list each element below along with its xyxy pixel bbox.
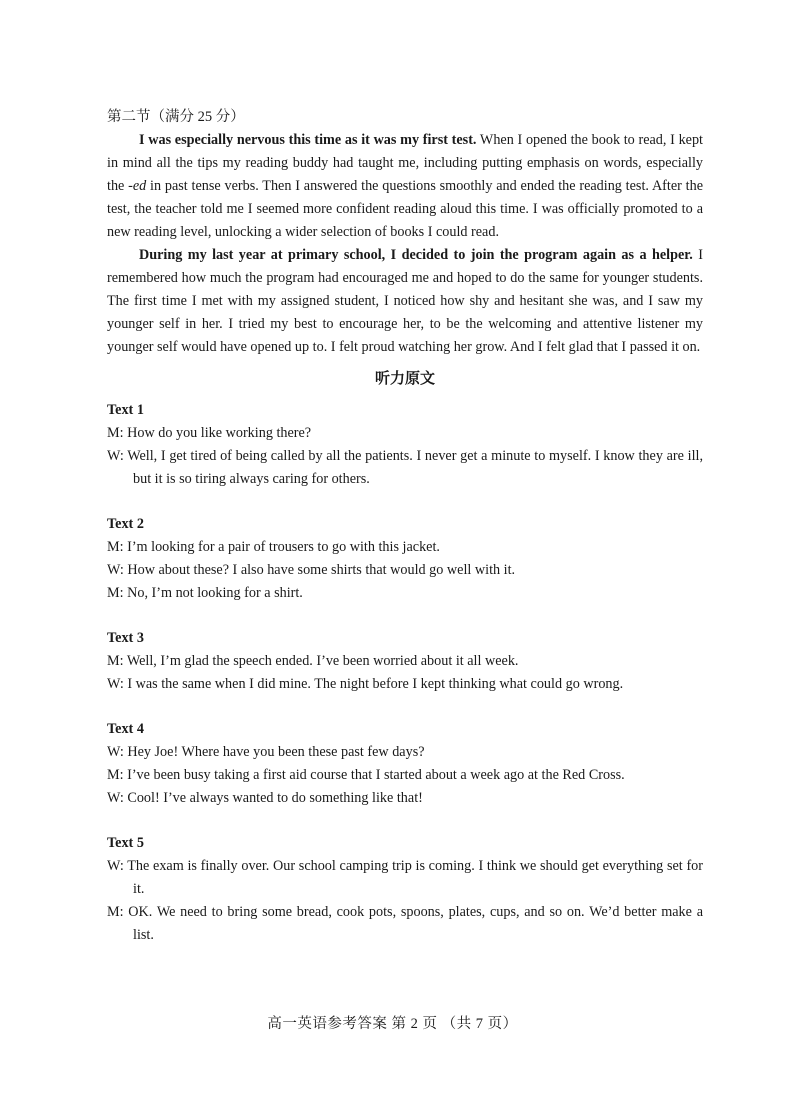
spacer <box>107 810 703 832</box>
section-title: 第二节（满分 25 分） <box>107 109 245 125</box>
text-4-line-1: W: Hey Joe! Where have you been these past few days? <box>107 744 425 760</box>
paragraph-2 <box>107 244 703 359</box>
spacer <box>107 696 703 718</box>
text-3-line-1: M: Well, I’m glad the speech ended. I’ve been worried about it all week. <box>107 653 519 669</box>
text-5-line-2: M: OK. We need to bring some bread, cook pots, spoons, plates, cups, and so on. We’d better make a list. <box>107 904 703 943</box>
paragraph-1-lead: I was especially nervous this time as it was my first test. <box>139 132 477 148</box>
text-1-line-2: W: Well, I get tired of being called by all the patients. I never get a minute to myself. I know they are ill, but it is so tiring always caring for others. <box>107 448 703 487</box>
text-5-line-1: W: The exam is finally over. Our school camping trip is coming. I think we should get everything set for it. <box>107 858 703 897</box>
text-3-heading: Text 3 <box>107 630 144 646</box>
paragraph-2-text: I remembered how much the program had encouraged me and hoped to do the same for younger students. The first time I met with my assigned student, I noticed how shy and hesitant she was, and I saw my younger self in her. I tried my best to encourage her, to be the welcoming and attentive listener my younger self would have opened up to. I felt proud watching her grow. And I felt glad that I passed it on. <box>107 247 703 355</box>
paragraph-2-lead: During my last year at primary school, I decided to join the program again as a helper. <box>139 247 693 263</box>
paragraph-1-italic: -ed <box>128 178 147 194</box>
text-1-line-1: M: How do you like working there? <box>107 425 312 441</box>
text-3-line-2: W: I was the same when I did mine. The night before I kept thinking what could go wrong. <box>107 676 624 692</box>
text-4-heading: Text 4 <box>107 721 144 737</box>
spacer <box>107 491 703 513</box>
text-2-line-3: M: No, I’m not looking for a shirt. <box>107 585 303 601</box>
paragraph-1 <box>107 129 703 244</box>
text-2-line-1: M: I’m looking for a pair of trousers to go with this jacket. <box>107 539 440 555</box>
page-footer: 高一英语参考答案 第 2 页 （共 7 页） <box>267 1016 518 1032</box>
text-4-line-3: W: Cool! I’ve always wanted to do something like that! <box>107 790 423 806</box>
listening-title: 听力原文 <box>374 371 435 387</box>
spacer <box>107 605 703 627</box>
paragraph-1-text-after: in past tense verbs. Then I answered the questions smoothly and ended the reading test. After the test, the teacher told me I seemed more confident reading aloud this time. I was officially promoted to a new reading level, unlocking a wider selection of books I could read. <box>107 178 704 240</box>
paragraph-1-text: When I opened the book to read, I kept in mind all the tips my reading buddy had taught me, including putting emphasis on words, especially the <box>107 132 703 194</box>
text-5-heading: Text 5 <box>107 835 144 851</box>
text-2-heading: Text 2 <box>107 516 144 532</box>
text-4-line-2: M: I’ve been busy taking a first aid course that I started about a week ago at the Red Cross. <box>107 767 625 783</box>
text-1-heading: Text 1 <box>107 402 144 418</box>
page-content <box>107 106 703 947</box>
text-2-line-2: W: How about these? I also have some shirts that would go well with it. <box>107 562 516 578</box>
